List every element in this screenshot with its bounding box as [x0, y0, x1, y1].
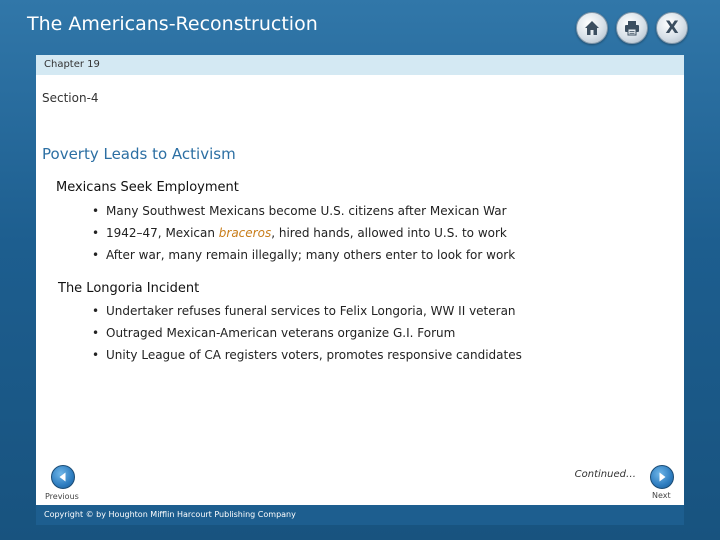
section-label: Section-4 — [42, 91, 99, 105]
slide-content — [36, 75, 684, 505]
bullet-list-longoria — [92, 300, 522, 366]
footer-bar — [36, 505, 684, 525]
previous-button[interactable] — [51, 465, 75, 489]
list-item: • Undertaker refuses funeral services to Felix Longoria, WW II veteran — [92, 300, 522, 322]
close-icon: X — [665, 18, 679, 38]
next-button[interactable] — [650, 465, 674, 489]
home-button[interactable] — [576, 12, 608, 44]
arrow-right-icon — [656, 471, 668, 483]
page-heading: Poverty Leads to Activism — [42, 145, 236, 163]
app-title: The Americans-Reconstruction — [27, 13, 318, 35]
toolbar — [576, 12, 688, 44]
list-item: • After war, many remain illegally; many others enter to look for work — [92, 244, 515, 266]
print-button[interactable] — [616, 12, 648, 44]
home-icon — [583, 19, 601, 37]
close-button[interactable] — [656, 12, 688, 44]
copyright-text: Copyright © by Houghton Mifflin Harcourt Publishing Company — [44, 510, 296, 519]
list-item: • Outraged Mexican-American veterans organize G.I. Forum — [92, 322, 522, 344]
term-braceros: braceros — [218, 226, 272, 240]
previous-label[interactable]: Previous — [45, 492, 79, 501]
bullet-list-employment — [92, 200, 515, 266]
chapter-label: Chapter 19 — [44, 59, 100, 70]
list-item: • Unity League of CA registers voters, promotes responsive candidates — [92, 344, 522, 366]
arrow-left-icon — [57, 471, 69, 483]
group-title-employment: Mexicans Seek Employment — [56, 180, 239, 195]
group-title-longoria: The Longoria Incident — [58, 281, 200, 296]
continued-label: Continued… — [574, 469, 636, 480]
next-label[interactable]: Next — [652, 491, 671, 500]
list-item: • Many Southwest Mexicans become U.S. citizens after Mexican War — [92, 200, 515, 222]
chapter-bar — [36, 55, 684, 75]
list-item: • 1942–47, Mexican braceros, hired hands, allowed into U.S. to work — [92, 222, 515, 244]
print-icon — [623, 19, 641, 37]
